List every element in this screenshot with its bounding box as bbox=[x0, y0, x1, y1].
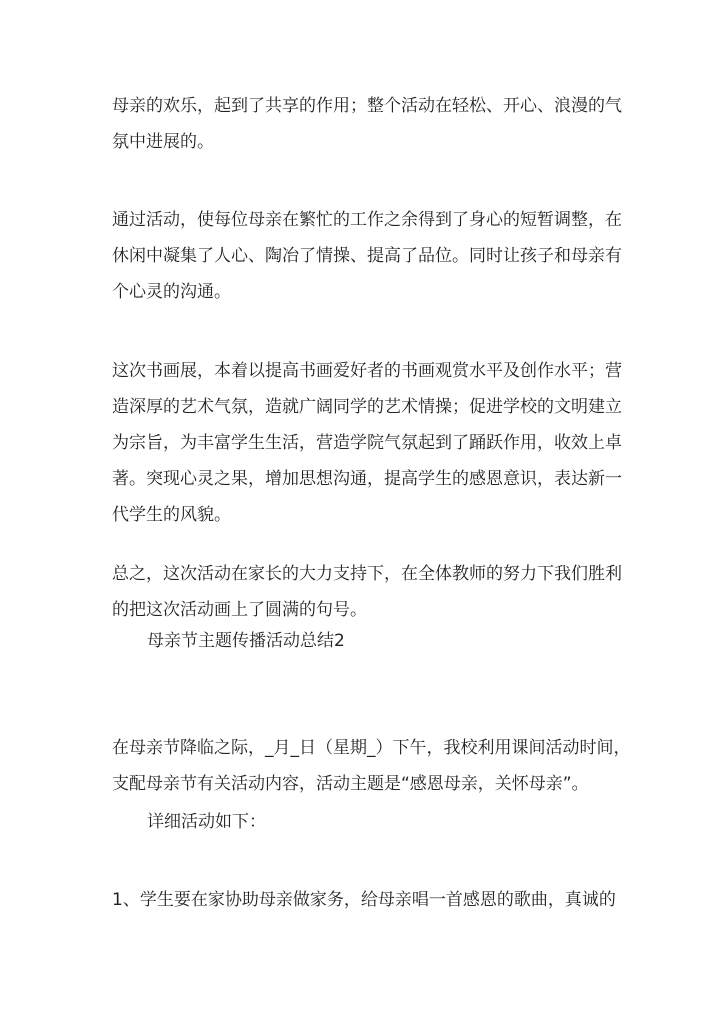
paragraph-2 bbox=[112, 202, 622, 310]
text-line: 著。突现心灵之果，增加思想沟通，提高学生的感恩意识，表达新一 bbox=[112, 469, 622, 489]
heading-line: 母亲节主题传播活动总结2 bbox=[147, 631, 345, 651]
text-line: 代学生的风貌。 bbox=[112, 505, 231, 525]
paragraph-5 bbox=[112, 730, 631, 802]
text-line: 详细活动如下： bbox=[147, 812, 266, 832]
text-line: 的把这次活动画上了圆满的句号。 bbox=[112, 600, 367, 620]
paragraph-1 bbox=[112, 88, 622, 160]
paragraph-3 bbox=[112, 353, 622, 533]
text-line: 支配母亲节有关活动内容，活动主题是“感恩母亲，关怀母亲”。 bbox=[112, 774, 589, 794]
text-line: 总之，这次活动在家长的大力支持下，在全体教师的努力下我们胜利 bbox=[112, 564, 622, 584]
text-line: 母亲的欢乐，起到了共享的作用；整个活动在轻松、开心、浪漫的气 bbox=[112, 96, 622, 116]
text-line: 为宗旨，为丰富学生生活，营造学院气氛起到了踊跃作用，收效上卓 bbox=[112, 433, 622, 453]
paragraph-6 bbox=[112, 804, 647, 840]
text-line: 氛中进展的。 bbox=[112, 132, 214, 152]
text-line: 这次书画展，本着以提高书画爱好者的书画观赏水平及创作水平；营 bbox=[112, 361, 622, 381]
text-line: 个心灵的沟通。 bbox=[112, 282, 231, 302]
text-line: 休闲中凝集了人心、陶冶了情操、提高了品位。同时让孩子和母亲有 bbox=[112, 246, 622, 266]
text-line: 1、学生要在家协助母亲做家务，给母亲唱一首感恩的歌曲，真诚的 bbox=[112, 890, 616, 910]
text-line: 通过活动，使每位母亲在繁忙的工作之余得到了身心的短暂调整，在 bbox=[112, 210, 622, 230]
text-line: 造深厚的艺术气氛，造就广阔同学的艺术情操；促进学校的文明建立 bbox=[112, 397, 622, 417]
paragraph-7 bbox=[112, 882, 616, 918]
text-line: 在母亲节降临之际，_月_日（星期_）下午，我校利用课间活动时间， bbox=[112, 738, 631, 758]
section-heading bbox=[112, 623, 647, 659]
paragraph-4 bbox=[112, 556, 622, 628]
